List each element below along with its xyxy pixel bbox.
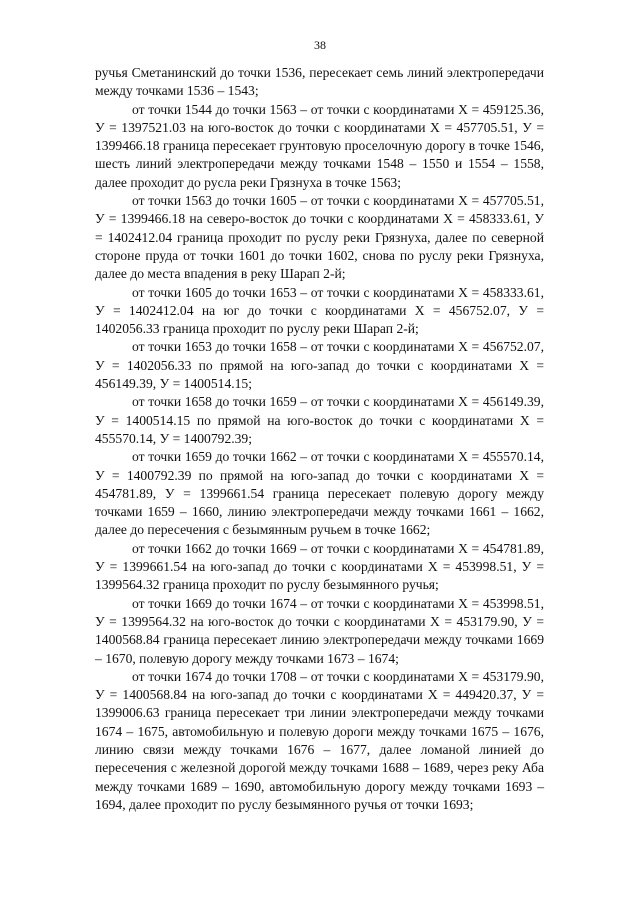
page-number: 38 [314,38,326,52]
paragraph-1658-1659: от точки 1658 до точки 1659 – от точки с координатами Х = 456149.39, У = 1400514.15 по прямой на юго-восток до точки с координатами Х = 455570.14, У = 1400792.39; [95,394,544,446]
paragraph-1653-1658: от точки 1653 до точки 1658 – от точки с координатами Х = 456752.07, У = 1402056.33 по прямой на юго-запад до точки с координатами Х = 456149.39, У = 1400514.15; [95,339,544,392]
paragraph-continuation: ручья Сметанинский до точки 1536, пересекает семь линий электропередачи между точками 1536 – 1543; [95,65,544,99]
paragraph-1659-1662: от точки 1659 до точки 1662 – от точки с координатами Х = 455570.14, У = 1400792.39 по прямой на юго-запад до точки с координатами Х = 454781.89, У = 1399661.54 граница пересекает полевую дорогу между точками 1659 – 1660, линию электропередачи между точками 1661 – 1662, далее до пересечения с безымянным ручьем в точке 1662; [95,449,544,538]
paragraph-1674-1708: от точки 1674 до точки 1708 – от точки с координатами Х = 453179.90, У = 1400568.84 на юго-запад до точки с координатами Х = 449420.37, У = 1399006.63 граница пересекает три линии электропередачи между точками 1674 – 1675, автомобильную и полевую дороги между точками 1675 – 1676, линию связи между точками 1676 – 1677, далее ломаной линией до пересечения с железной дорогой между точками 1688 – 1689, через реку Аба между точками 1689 – 1690, автомобильную дорогу между точками 1693 – 1694, далее проходит по руслу безымянного ручья от точки 1693; [95,668,544,812]
paragraph-1669-1674: от точки 1669 до точки 1674 – от точки с координатами Х = 453998.51, У = 1399564.32 на юго-восток до точки с координатами Х = 453179.90, У = 1400568.84 граница пересекает линию электропередачи между точками 1669 – 1670, полевую дорогу между точками 1673 – 1674; [95,595,544,666]
paragraph-1662-1669: от точки 1662 до точки 1669 – от точки с координатами Х = 454781.89, У = 1399661.54 на юго-запад до точки с координатами Х = 453998.51, У = 1399564.32 граница проходит по руслу безымянного ручья; [95,540,544,593]
paragraph-1605-1653: от точки 1605 до точки 1653 – от точки с координатами Х = 458333.61, У = 1402412.04 на юг до точки с координатами Х = 456752.07, У = 1402056.33 граница проходит по руслу реки Шарап 2-й; [95,284,544,337]
document-body [95,64,544,814]
paragraph-1563-1605: от точки 1563 до точки 1605 – от точки с координатами Х = 457705.51, У = 1399466.18 на северо-восток до точки с координатами Х = 458333.61, У = 1402412.04 граница проходит по руслу реки Грязнуха, далее по северной стороне пруда от точки 1601 до точки 1602, снова по руслу реки Грязнуха, далее до места впадения в реку Шарап 2-й; [95,193,544,282]
paragraph-1544-1563: от точки 1544 до точки 1563 – от точки с координатами Х = 459125.36, У = 1397521.03 на юго-восток до точки с координатами Х = 457705.51, У = 1399466.18 граница пересекает грунтовую проселочную дорогу в точке 1546, шесть линий электропередачи между точками 1548 – 1550 и 1554 – 1558, далее проходит до русла реки Грязнуха в точке 1563; [95,101,544,190]
